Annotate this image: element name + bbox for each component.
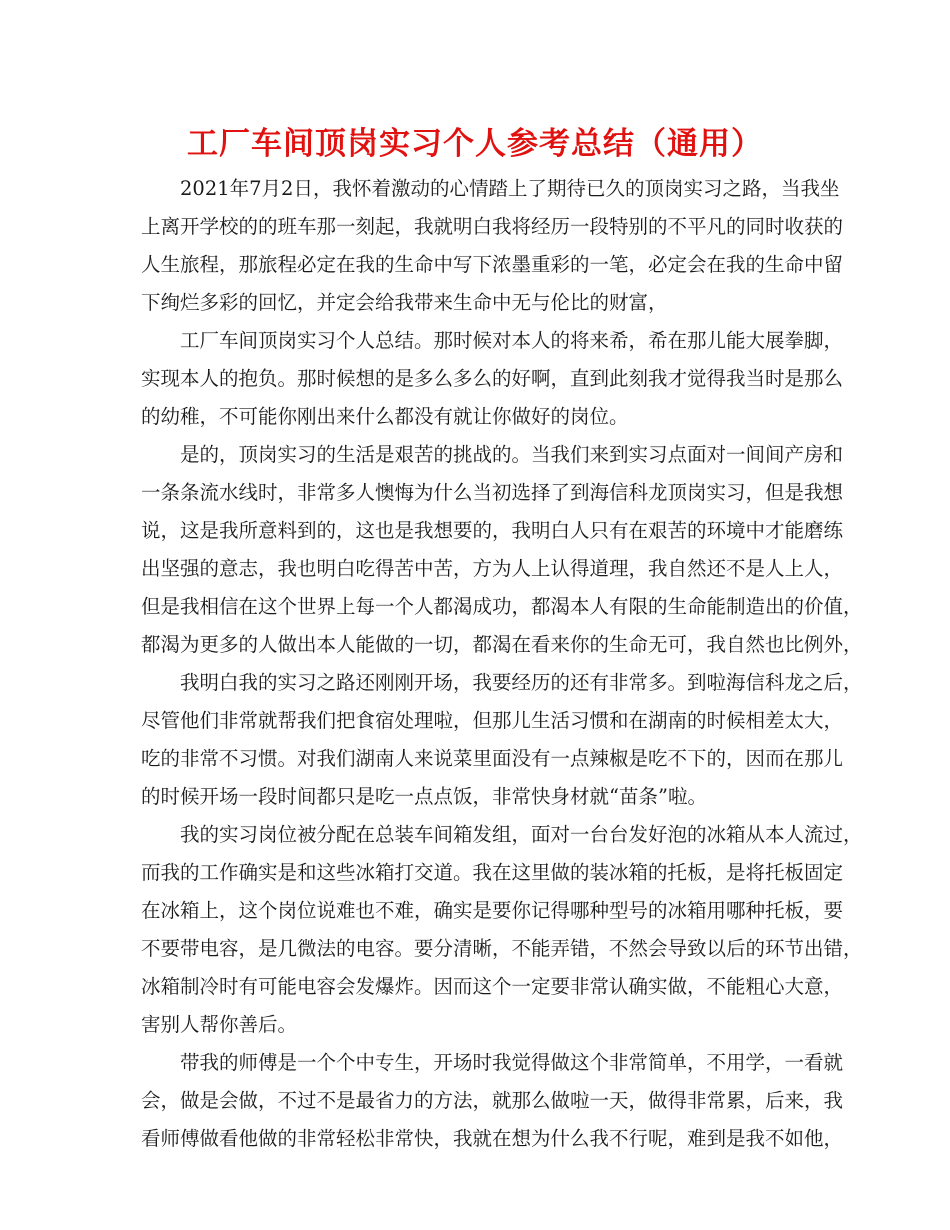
text-line: 尽管他们非常就帮我们把食宿处理啦，但那儿生活习惯和在湖南的时候相差太大， [141, 709, 844, 732]
text-line: 一条条流水线时，非常多人懊悔为什么当初选择了到海信科龙顶岗实习，但是我想 [141, 481, 844, 504]
paragraph-6 [141, 1044, 844, 1158]
text-line: 我明白我的实习之路还刚刚开场，我要经历的还有非常多。到啦海信科龙之后， [180, 671, 863, 694]
text-line: 人生旅程，那旅程必定在我的生命中写下浓墨重彩的一笔，必定会在我的生命中留 [141, 253, 844, 276]
text-line: 说，这是我所意料到的，这也是我想要的，我明白人只有在艰苦的环境中才能磨练 [141, 519, 844, 542]
paragraph-3 [141, 436, 863, 664]
text-line: 的幼稚，不可能你刚出来什么都没有就让你做好的岗位。 [141, 405, 629, 428]
text-line: 工厂车间顶岗实习个人总结。那时候对本人的将来希，希在那儿能大展拳脚， [180, 329, 844, 352]
text-line: 2021年7月2日，我怀着激动的心情踏上了期待已久的顶岗实习之路，当我坐 [180, 177, 840, 200]
text-line: 都渴为更多的人做出本人能做的一切，都渴在看来你的生命无可，我自然也比例外， [141, 633, 863, 656]
text-line: 是的，顶岗实习的生活是艰苦的挑战的。当我们来到实习点面对一间间产房和 [180, 443, 844, 466]
paragraph-1 [141, 170, 844, 322]
document-body [141, 170, 863, 1158]
text-line: 下绚烂多彩的回忆，并定会给我带来生命中无与伦比的财富， [141, 291, 668, 314]
text-line: 实现本人的抱负。那时候想的是多么多么的好啊，直到此刻我才觉得我当时是那么 [141, 367, 844, 390]
text-line: 我的实习岗位被分配在总装车间箱发组，面对一台台发好泡的冰箱从本人流过， [180, 823, 863, 846]
text-line: 的时候开场一段时间都只是吃一点点饭，非常快身材就“苗条”啦。 [141, 785, 707, 808]
text-line: 不要带电容，是几微法的电容。要分清晰，不能弄错，不然会导致以后的环节出错， [141, 937, 863, 960]
text-line: 上离开学校的的班车那一刻起，我就明白我将经历一段特别的不平凡的同时收获的 [141, 215, 844, 238]
text-line: 出坚强的意志，我也明白吃得苦中苦，方为人上认得道理，我自然还不是人上人， [141, 557, 844, 580]
text-line: 害别人帮你善后。 [141, 1013, 298, 1036]
text-line: 而我的工作确实是和这些冰箱打交道。我在这里做的装冰箱的托板，是将托板固定 [141, 861, 844, 884]
paragraph-5 [141, 816, 863, 1044]
text-line: 吃的非常不习惯。对我们湖南人来说菜里面没有一点辣椒是吃不下的，因而在那儿 [141, 747, 844, 770]
text-line: 但是我相信在这个世界上每一个人都渴成功，都渴本人有限的生命能制造出的价值， [141, 595, 863, 618]
document-title: 工厂车间顶岗实习个人参考总结（通用） [187, 126, 763, 162]
text-line: 冰箱制冷时有可能电容会发爆炸。因而这个一定要非常认确实做，不能粗心大意， [141, 975, 844, 998]
text-line: 带我的师傅是一个个中专生，开场时我觉得做这个非常简单，不用学，一看就 [180, 1051, 844, 1074]
paragraph-4 [141, 664, 863, 816]
text-line: 看师傅做看他做的非常轻松非常快，我就在想为什么我不行呢，难到是我不如他， [141, 1127, 844, 1150]
text-line: 会，做是会做，不过不是最省力的方法，就那么做啦一天，做得非常累，后来，我 [141, 1089, 844, 1112]
paragraph-2 [141, 322, 844, 436]
text-line: 在冰箱上，这个岗位说难也不难，确实是要你记得哪种型号的冰箱用哪种托板，要 [141, 899, 844, 922]
